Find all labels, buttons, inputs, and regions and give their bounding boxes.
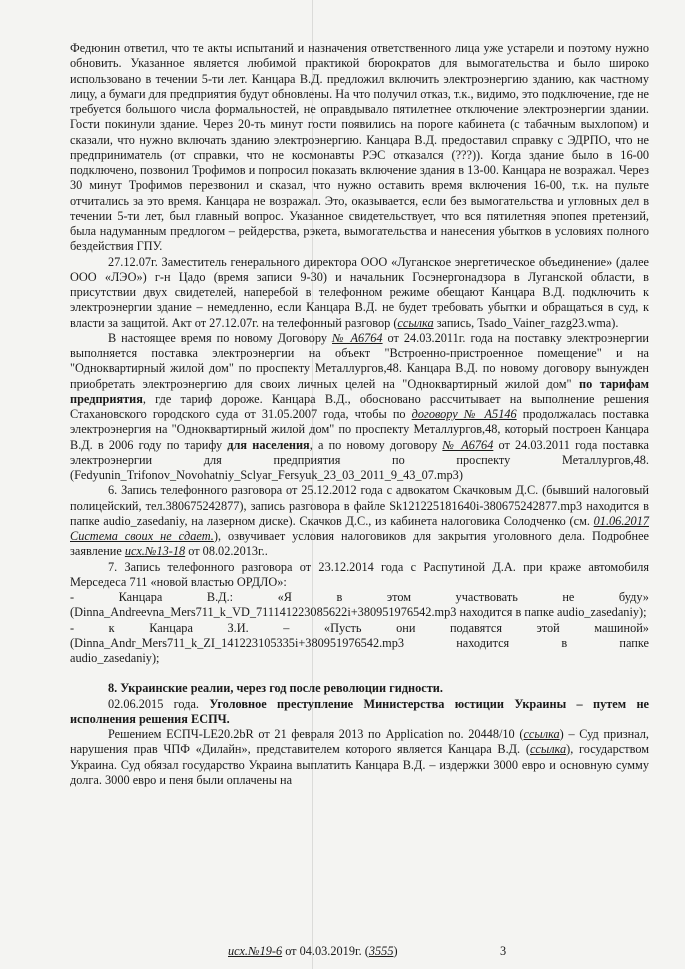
footer-ref-number-link[interactable]: 3555 xyxy=(368,944,394,958)
bullet-2-line: - к Канцара З.И. – «Пусть они подавятся этой машиной» xyxy=(70,620,649,635)
page-number: 3 xyxy=(500,944,507,958)
paragraph-7: Решением ЕСПЧ-LE20.2bR от 21 февраля 2013 по Application no. 20448/10 (ссылка) – Суд признал, нарушения прав ЧПФ «Дилайн», представителем которого является Канцара В.Д. (ссылка), государством Украина. Суд обязал государство Украина выплатить Канцара В.Д. – издержки 3000 евро и основную сумму долга. 3000 евро и пеня были оплачены на xyxy=(70,727,650,787)
paragraph-1: Федюнин ответил, что те акты испытаний и назначения ответственного лица уже устарели и поэтому нужно обновить. Указанное является любимой практикой бюрократов для вымогательства и было широко использовано в течении 5-ти лет. Канцара В.Д. предложил включить электроэнергию зданию, как частному лицу, а бумаги для предприятия будут обновлены. На что получил отказ, т.к., видимо, это подключение, где не требуется большого числа формальностей, не оправдывало пятилетнее отключение электроэнергии здании. Гости покинули здание. Через 20-ть минут гости появились на пороге кабинета (с табачным выхлопом) и сказали, что нужно включать зданию электроэнергию. Канцара В.Д. предоставил справку с ЭДРПО, что не предприниматель (от справки, что не космонавты РЭС отказался (???)). Когда здание было в 16-00 подключено, позвонил Трофимов и попросил показать включение здания в 13-00. Канцара не возражал. Через 30 минут Трофимов перезвонил и сказал, что нужно оставить время включения 16-00, т.к. на пульте отчитались за это время. Канцара не возражал. Это, оказывается, если без вымогательства и угловных дел в течении 5-ти лет, был главный вопрос. Указанное свидетельствует, что вся пятилетняя эпопея претензий, была надуманным предлогом – рейдерства, рэкета, вымогательства и нанесения убытков в условиях полного бездействия ГПУ. xyxy=(70,41,649,254)
link-ref-13-18[interactable]: исх.№13-18 xyxy=(124,544,186,559)
link-ssylka[interactable]: ссылка xyxy=(397,315,434,330)
link-ssylka-echr[interactable]: ссылка xyxy=(523,727,560,741)
link-contract-a5146[interactable]: договору № А5146 xyxy=(411,407,517,421)
link-ssylka-dilain[interactable]: ссылка xyxy=(529,742,567,757)
link-contract-a6764-2[interactable]: № А6764 xyxy=(442,437,494,452)
bullet-2-last: audio_zasedaniy); xyxy=(70,651,160,665)
bullet-1-line: - Канцара В.Д.: «Я в этом участвовать не буду» xyxy=(70,590,649,604)
footer-ref-link[interactable]: исх.№19-6 xyxy=(228,944,283,958)
paragraph-4: 6. Запись телефонного разговора от 25.12.2012 года с адвокатом Скачковым Д.С. (бывший налоговый полицейский, тел.380675242877), запись разговора в файле Sk121225181640i-380675242877.mp3 находится в папке audio_zasedaniy, на лазерном диске). Скачков Д.С., из кабинета налоговика Солодченко (см. 01.06.2017 Система своих не сдает.), озвучивает условия налоговиков для закрытия уголовного дела. Подробнее заявление исх.№13-18 от 08.02.2013г.. xyxy=(70,483,650,559)
footer-reference: исх.№19-6 от 04.03.2019г. (3555) xyxy=(228,944,398,958)
paragraph-5: 7. Запись телефонного разговора от 23.12.2014 года с Распутиной Д.А. при краже автомобиля Мерседеса 711 «новой властью ОРДЛО»: xyxy=(70,559,649,589)
link-contract-a6764[interactable]: № А6764 xyxy=(332,330,383,345)
bullet-2-line-2: (Dinna_Andr_Mers711_k_ZI_141223105335i+380951976542.mp3 находится в папке xyxy=(70,635,649,650)
document-body xyxy=(70,41,649,788)
link-system[interactable]: 01.06.2017 Система своих не сдает. xyxy=(70,513,649,543)
paragraph-2: 27.12.07г. Заместитель генерального директора ООО «Луганское энергетическое объединение» (далее ООО «ЛЭО») г-н Цадо (время записи 9-30) и начальник Госэнергонадзора в Луганской области, в присутствии двух свидетелей, наперебой в телефонном режиме обещают Канцара В.Д. подключить к электроэнергии здание – немедленно, если Канцара В.Д. не будет требовать убытки и обращаться в суд, к власти за защитой. Акт от 27.12.07г. на телефонный разговор (ссылка запись, Tsado_Vainer_razg23.wma). xyxy=(70,254,649,330)
section-8-heading: 8. Украинские реалии, через год после революции гидности. xyxy=(108,681,443,696)
blank-line xyxy=(70,666,649,681)
bullet-1-rest: (Dinna_Andreevna_Mers711_k_VD_711141223085622i+380951976542.mp3 находится в папке audio_zasedaniy); xyxy=(70,605,647,620)
paragraph-3: В настоящее время по новому Договору № А6764 от 24.03.2011г. года на поставку электроэнергии выполняется поставка электроэнергии на объект "Встроенно-пристроенное помещение" и на "Одноквартирный жилой дом" по проспекту Металлургов,48. Канцара В.Д. по новому договору вынужден приобретать электроэнергию для своих личных целей на "Одноквартирный жилой дом" по тарифам предприятия, где тариф дороже. Канцара В.Д., обосновано рассчитывает на выполнение решения Стахановского городского суда от 31.05.2007 года, чтобы по договору № А5146 продолжалась поставка электроэнергия на "Одноквартирный жилой дом" по проспекту Металлургов,48, который построен Канцара В.Д. в 2006 году по тарифу для населения, а по новому договору № А6764 от 24.03.2011 года поставка электроэнергии для предприятия по проспекту Металлургов,48. (Fedyunin_Trifonov_Novohatniy_Sclyar_Fersyuk_23_03_2011_9_43_07.mp3) xyxy=(70,330,650,482)
paragraph-6: 02.06.2015 года. Уголовное преступление Министерства юстиции Украины – путем не исполнения решения ЕСПЧ. xyxy=(70,696,649,726)
